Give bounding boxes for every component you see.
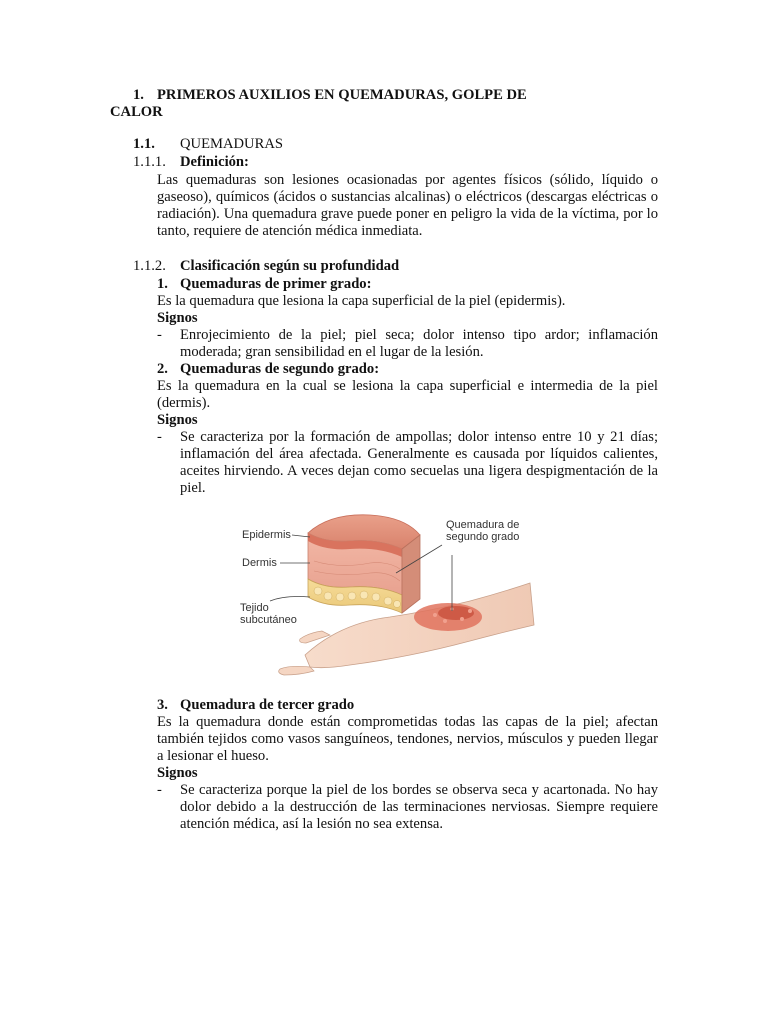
label-burn-1: Quemadura de <box>446 519 520 531</box>
first-degree-text: Es la quemadura que lesiona la capa superficial de la piel (epidermis). <box>157 293 566 309</box>
second-degree-title: Quemaduras de segundo grado: <box>180 361 380 377</box>
definition-paragraph: Las quemaduras son lesiones ocasionadas por agentes físicos (sólido, líquido o gaseoso), químicos (ácidos o sustancias alcalinas) o eléctricos (descargas eléctricas o radiación). Una quemadura grave puede poner en peligro la vida de la víctima, por lo tanto, requiere de atención médica inmediata. <box>157 172 658 239</box>
section-1-1-number: 1.1. <box>133 136 155 152</box>
second-degree-number: 2. <box>157 361 168 377</box>
label-tejido-1: Tejido <box>240 602 269 614</box>
first-degree-dash: - <box>157 327 162 343</box>
label-dermis: Dermis <box>242 557 277 569</box>
first-degree-signs-label: Signos <box>157 310 198 326</box>
section-1-1-2-title: Clasificación según su profundidad <box>180 258 400 274</box>
first-degree-title: Quemaduras de primer grado: <box>180 276 372 292</box>
first-degree-number: 1. <box>157 276 168 292</box>
third-degree-title: Quemadura de tercer grado <box>180 697 355 713</box>
section-1-1-title: QUEMADURAS <box>180 136 283 152</box>
second-degree-signs-label: Signos <box>157 412 198 428</box>
third-degree-text: Es la quemadura donde están comprometidas todas las capas de la piel; afectan también tejidos como vasos sanguíneos, tendones, nervios, músculos y pueden llegar a lesionar el hueso. <box>157 714 658 764</box>
heading-line-1: PRIMEROS AUXILIOS EN QUEMADURAS, GOLPE DE <box>157 87 527 103</box>
section-1-1-1-title: Definición: <box>180 154 249 170</box>
third-degree-number: 3. <box>157 697 168 713</box>
skin-burn-illustration <box>230 505 540 685</box>
label-epidermis: Epidermis <box>242 529 291 541</box>
section-1-1-1-number: 1.1.1. <box>133 154 166 170</box>
heading-line-2: CALOR <box>110 104 163 120</box>
second-degree-dash: - <box>157 429 162 445</box>
label-tejido-2: subcutáneo <box>240 614 297 626</box>
third-degree-dash: - <box>157 782 162 798</box>
third-degree-signs-text: Se caracteriza porque la piel de los bordes se observa seca y acartonada. No hay dolor debido a la destrucción de las terminaciones nerviosas. Siempre requiere atención médica, así la lesión no sea extensa. <box>180 782 658 832</box>
label-burn-2: segundo grado <box>446 531 520 543</box>
section-1-1-2-number: 1.1.2. <box>133 258 166 274</box>
second-degree-text: Es la quemadura en la cual se lesiona la capa superficial e intermedia de la piel (dermis). <box>157 378 658 411</box>
third-degree-signs-label: Signos <box>157 765 198 781</box>
first-degree-signs-text: Enrojecimiento de la piel; piel seca; dolor intenso tipo ardor; inflamación moderada; gran sensibilidad en el lugar de la lesión. <box>180 327 658 360</box>
heading-number: 1. <box>133 87 144 103</box>
second-degree-signs-text: Se caracteriza por la formación de ampollas; dolor intenso entre 10 y 21 días; inflamación del área afectada. Generalmente es causada por líquidos calientes, aceites hirviendo. A veces dejan como secuelas una ligera despigmentación de la piel. <box>180 429 658 496</box>
